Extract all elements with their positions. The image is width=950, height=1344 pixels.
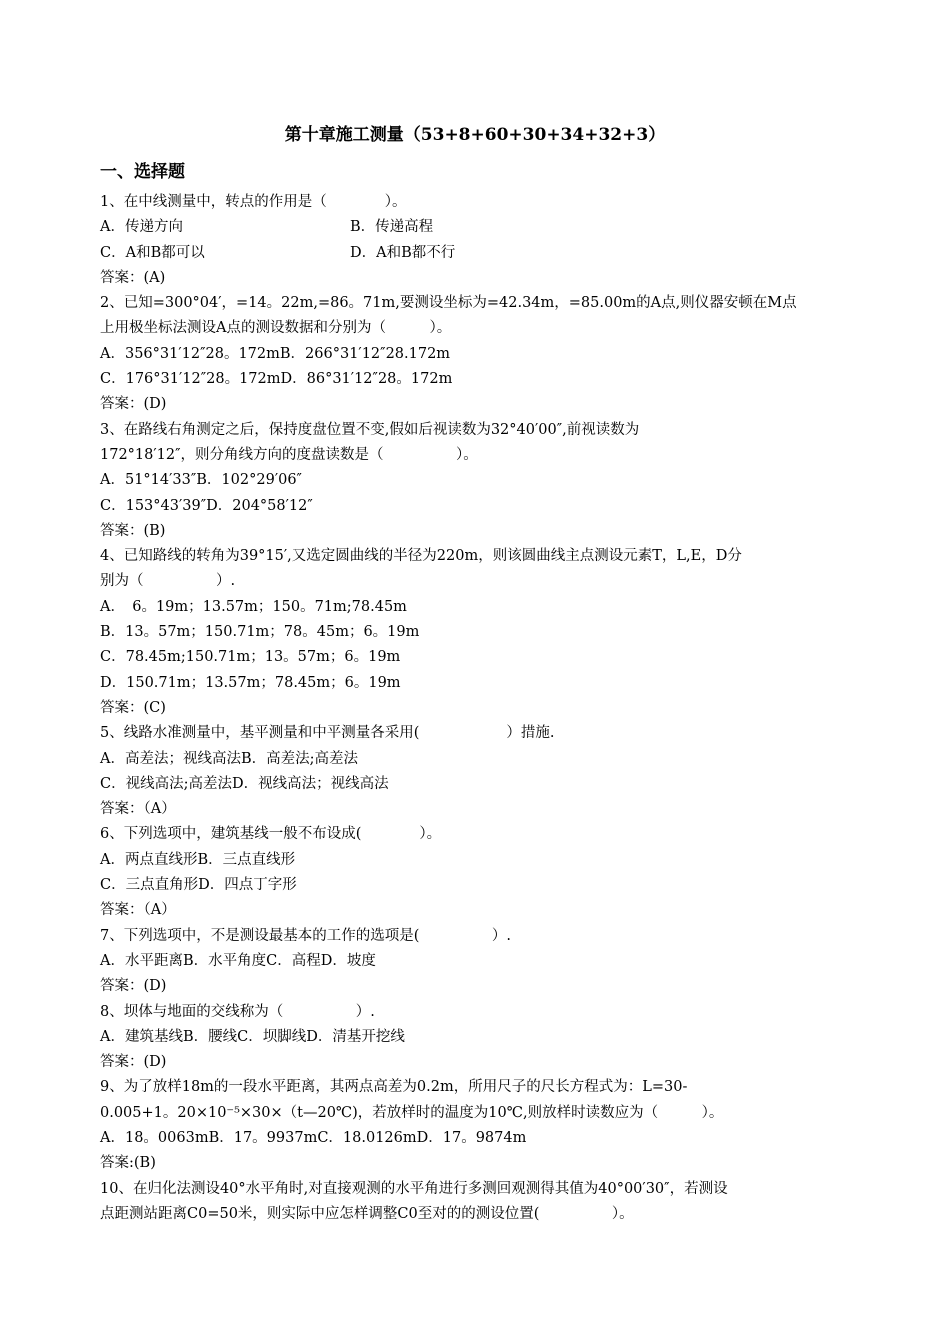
question-6-options-ab: A．两点直线形B．三点直线形 [100, 851, 296, 868]
answer-7: 答案：(D) [100, 978, 167, 995]
question-5-options-ab: A．高差法；视线高法B．高差法;高差法 [100, 750, 359, 767]
question-4-line-1: 4、已知路线的转角为39°15′,又选定圆曲线的半径为220m，则该圆曲线主点测设元素T，L,E，D分 [100, 548, 742, 565]
option-b: B．传递高程 [350, 219, 434, 236]
question-3-line-1: 3、在路线右角测定之后，保持度盘位置不变,假如后视读数为32°40′00″,前视读数为 [100, 421, 640, 438]
question-1: 1、在中线测量中，转点的作用是（ ）。 [100, 194, 407, 210]
question-8-options: A．建筑基线B．腰线C．坝脚线D．清基开挖线 [100, 1028, 405, 1045]
question-7-options: A．水平距离B．水平角度C．高程D．坡度 [100, 952, 376, 969]
question-10-line-2: 点距测站距离C0=50米，则实际中应怎样调整C0至对的的测设位置( ）。 [100, 1205, 634, 1222]
answer-9: 答案:(B) [100, 1155, 156, 1172]
question-1-options-cd [100, 241, 855, 266]
question-9-options: A．18。0063mB．17。9937mC．18.0126mD．17。9874m [100, 1129, 527, 1146]
answer-4: 答案：(C) [100, 699, 166, 716]
chapter-title: 第十章施工测量（53+8+60+30+34+32+3） [284, 125, 666, 145]
question-3-line-2: 172°18′12″，则分角线方向的度盘读数是（ ）。 [100, 446, 478, 463]
question-9-line-1: 9、为了放样18m的一段水平距离，其两点高差为0.2m，所用尺子的尺长方程式为：L=30- [100, 1079, 688, 1096]
question-6: 6、下列选项中，建筑基线一般不布设成( ）。 [100, 826, 442, 843]
option-d: D．A和B都不行 [350, 244, 456, 261]
answer-1: 答案：(A) [100, 269, 166, 286]
question-6-options-cd: C．三点直角形D．四点丁字形 [100, 877, 297, 894]
section-heading: 一、选择题 [100, 162, 185, 182]
question-5: 5、线路水准测量中，基平测量和中平测量各采用( ）措施. [100, 725, 555, 742]
question-4-line-2: 别为（ ）. [100, 573, 236, 590]
question-1-options-ab [100, 215, 855, 240]
question-9-line-2: 0.005+1。20×10⁻⁵×30×（t—20℃)，若放样时的温度为10℃,则放样时读数应为（ ）。 [100, 1104, 724, 1121]
answer-5: 答案：（A） [100, 801, 176, 818]
answer-2: 答案：(D) [100, 396, 167, 413]
question-2-line-1: 2、已知=300°04′，=14。22m,=86。71m,要测设坐标为=42.34m，=85.00m的A点,则仪器安顿在M点 [100, 295, 797, 312]
question-4-option-c: C．78.45m;150.71m；13。57m；6。19m [100, 649, 401, 666]
option-a: A．传递方向 [100, 219, 183, 236]
question-8: 8、坝体与地面的交线称为（ ）. [100, 1003, 375, 1020]
answer-3: 答案：(B) [100, 522, 166, 539]
question-list [100, 190, 855, 1227]
question-5-options-cd: C．视线高法;高差法D．视线高法；视线高法 [100, 775, 389, 792]
question-3-options-ab: A．51°14′33″B．102°29′06″ [100, 472, 302, 489]
answer-8: 答案：(D) [100, 1054, 167, 1071]
question-4-option-b: B．13。57m；150.71m；78。45m；6。19m [100, 624, 420, 641]
answer-6: 答案：（A） [100, 902, 176, 919]
question-7: 7、下列选项中，不是测设最基本的工作的选项是( ）. [100, 927, 511, 944]
question-2-line-2: 上用极坐标法测设A点的测设数据和分别为（ ）。 [100, 320, 452, 337]
question-2-options-ab: A．356°31′12″28。172mB．266°31′12″28.172m [100, 345, 451, 362]
option-c: C．A和B都可以 [100, 244, 205, 261]
question-2-options-cd: C．176°31′12″28。172mD．86°31′12″28。172m [100, 371, 453, 388]
question-4-option-a: A． 6。19m；13.57m；150。71m;78.45m [100, 598, 407, 615]
question-3-options-cd: C．153°43′39″D．204°58′12″ [100, 497, 313, 514]
question-4-option-d: D．150.71m；13.57m；78.45m；6。19m [100, 674, 401, 691]
question-10-line-1: 10、在归化法测设40°水平角时,对直接观测的水平角进行多测回观测得其值为40°00′30″，若测设 [100, 1180, 728, 1197]
